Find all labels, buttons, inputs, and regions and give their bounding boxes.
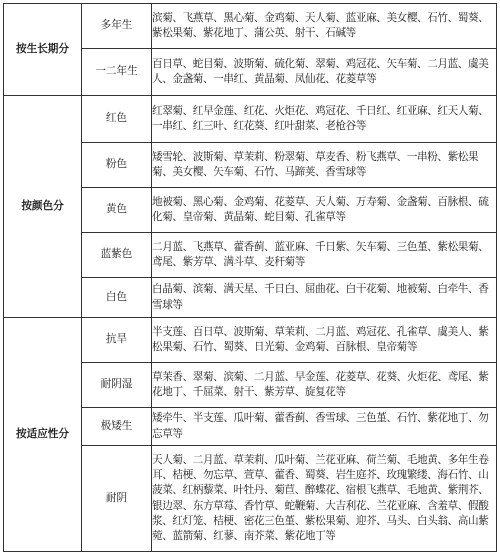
category-cell: 按适应性分 [4, 318, 82, 552]
subcategory-cell: 极矮生 [82, 408, 152, 446]
page [3, 3, 497, 552]
plant-list-cell: 百日草、蛇目菊、波斯菊、硫化菊、翠菊、鸡冠花、矢车菊、二月蓝、虞美人、金盏菊、一串红、黄晶菊、凤仙花、花菱草等 [152, 49, 497, 96]
category-cell: 按颜色分 [4, 96, 82, 318]
plant-list-cell: 天人菊、二月蓝、草茉莉、瓜叶菊、兰花亚麻、荷兰菊、毛地黄、多年生卷耳、桔梗、勿忘草、萱草、藿香、蜀葵、岩生庭芥、玫瑰繁缕、海石竹、山菠菜、红柄藜菜、叶牡丹、菊苣、醉蝶花、宿根飞燕草、毛地黄、紫荆芥、银边翠、东方草莓、香竹草、蛇鞭菊、大吉利花、兰花亚麻、含羞草、假酸浆、红灯笼、桔梗、密花三色堇、紫松果菊、迎芥、马头、白头翁、高山紫菀、蓝箭菊、红蓼、南芥菜、紫花地丁等 [152, 446, 497, 552]
plant-list-cell: 草茉香、翠菊、滨菊、二月蓝、早金莲、花菱草、花葵、火炬花、鸢尾、紫花地丁、千屈菜、射干、紫芳草、旋复花等 [152, 363, 497, 408]
flower-classification-table [3, 3, 497, 552]
subcategory-cell: 一二年生 [82, 49, 152, 96]
subcategory-cell: 耐阴 [82, 446, 152, 552]
plant-list-cell: 地被菊、黑心菊、金鸡菊、花菱草、天人菊、万寿菊、金盏菊、百脉根、硫化菊、皇帝菊、黄晶菊、蛇目菊、孔雀草等 [152, 188, 497, 233]
plant-list-cell: 滨菊、飞燕草、黑心菊、金鸡菊、天人菊、蓝亚麻、美女樱、石竹、蜀葵、紫松果菊、紫花地丁、蒲公英、射干、石碱等 [152, 4, 497, 49]
plant-list-cell: 矮牵牛、半支莲、瓜叶菊、藿香蓟、香雪球、三色堇、石竹、紫花地丁、勿忘草等 [152, 408, 497, 446]
subcategory-cell: 红色 [82, 96, 152, 143]
subcategory-cell: 黄色 [82, 188, 152, 233]
subcategory-cell: 粉色 [82, 143, 152, 188]
category-cell: 按生长期分 [4, 4, 82, 96]
table-row [4, 4, 497, 49]
plant-list-cell: 半支莲、百日草、波斯菊、草茉莉、二月蓝、鸡冠花、孔雀草、虞美人、紫松果菊、石竹、蜀葵、日光菊、金鸡菊、百脉根、皇帝菊等 [152, 318, 497, 363]
plant-list-cell: 矮雪轮、波斯菊、草茉莉、粉翠菊、草麦香、粉飞燕草、一串粉、紫松果菊、美女樱、矢车菊、石竹、马蹄荚、香雪球等 [152, 143, 497, 188]
table-row [4, 318, 497, 363]
plant-list-cell: 白晶菊、滨菊、满天星、千日白、屈曲花、白干花菊、地被菊、白牵牛、香雪球等 [152, 278, 497, 318]
plant-list-cell: 红翠菊、红早金莲、红花、火炬花、鸡冠花、千日红、红亚麻、红天人菊、一串红、红三叶、红花葵、红叶甜菜、老枪谷等 [152, 96, 497, 143]
subcategory-cell: 白色 [82, 278, 152, 318]
plant-list-cell: 二月蓝、飞燕草、藿香蓟、蓝亚麻、千日紫、矢车菊、三色堇、紫松果菊、鸢尾、紫芳草、满斗草、麦秆菊等 [152, 233, 497, 278]
subcategory-cell: 抗旱 [82, 318, 152, 363]
subcategory-cell: 蓝紫色 [82, 233, 152, 278]
subcategory-cell: 耐阴湿 [82, 363, 152, 408]
table-row [4, 96, 497, 143]
subcategory-cell: 多年生 [82, 4, 152, 49]
